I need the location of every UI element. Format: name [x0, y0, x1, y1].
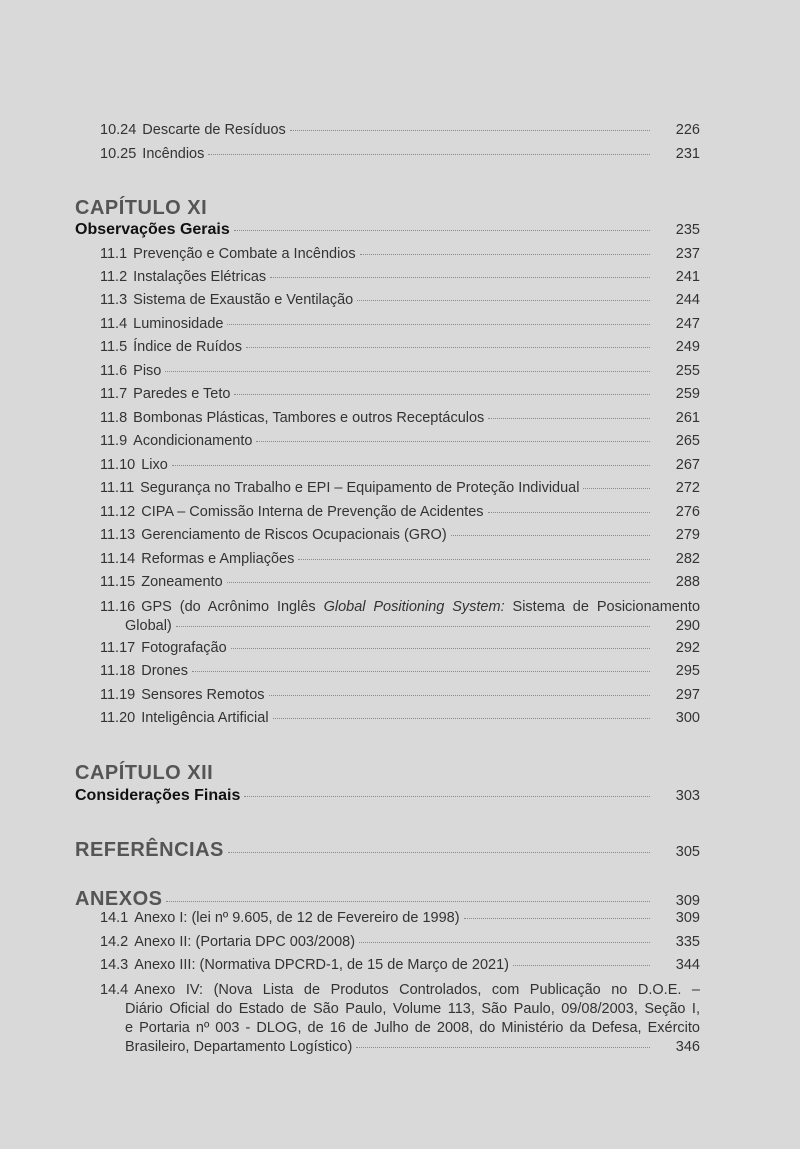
toc-entry[interactable]: [100, 957, 700, 973]
entry-number: 11.20: [100, 710, 136, 726]
entry-title: Prevenção e Combate a Incêndios: [133, 246, 356, 262]
page-number: 292: [675, 640, 700, 656]
toc-entry[interactable]: [100, 527, 700, 543]
entry-title: Índice de Ruídos: [133, 339, 242, 355]
dot-leader: [298, 559, 650, 560]
toc-entry[interactable]: [100, 574, 700, 590]
dot-leader: [176, 626, 650, 627]
entry-number: 11.6: [100, 363, 128, 379]
entry-number: 11.1: [100, 246, 128, 262]
entry-title-part: Anexo IV: (Nova Lista de Produtos Controlados, com Publicação no D.O.E. –: [134, 982, 700, 998]
dot-leader: [234, 394, 650, 395]
toc-entry[interactable]: [100, 687, 700, 703]
dot-leader: [208, 154, 650, 155]
entry-title: Sensores Remotos: [141, 687, 265, 703]
page-number: 241: [675, 269, 700, 285]
chapter-title: Considerações Finais: [75, 787, 241, 804]
entry-number: 11.12: [100, 504, 136, 520]
page-number: 282: [675, 551, 700, 567]
entry-number: 11.16: [100, 599, 136, 615]
dot-leader: [228, 852, 650, 853]
entry-title: Incêndios: [142, 146, 205, 162]
dot-leader: [231, 648, 650, 649]
entry-title: Instalações Elétricas: [133, 269, 267, 285]
entry-number: 11.8: [100, 410, 128, 426]
entry-number: 11.15: [100, 574, 136, 590]
page-number: 300: [675, 710, 700, 726]
entry-number: 10.25: [100, 146, 137, 162]
page-number: 247: [675, 316, 700, 332]
entry-title: Drones: [141, 663, 188, 679]
toc-entry[interactable]: [100, 457, 700, 473]
entry-title: Anexo III: (Normativa DPCRD-1, de 15 de Março de 2021): [134, 957, 509, 973]
toc-entry-gps[interactable]: [100, 598, 700, 636]
dot-leader: [227, 582, 650, 583]
page-number: 305: [675, 844, 700, 860]
page-number: 290: [675, 618, 700, 634]
page-number: 346: [675, 1039, 700, 1055]
entry-title: Acondicionamento: [133, 433, 253, 449]
toc-entry[interactable]: [100, 410, 700, 426]
dot-leader: [357, 300, 650, 301]
entry-title-continuation: Brasileiro, Departamento Logístico): [125, 1039, 353, 1055]
entry-number: 14.3: [100, 957, 129, 973]
entry-title: Inteligência Artificial: [141, 710, 269, 726]
entry-number: 14.4: [100, 982, 129, 998]
entry-title: Paredes e Teto: [133, 386, 231, 402]
toc-entry[interactable]: [100, 363, 700, 379]
dot-leader: [488, 418, 650, 419]
toc-entry[interactable]: [100, 551, 700, 567]
page-number: 295: [675, 663, 700, 679]
page-number: 235: [675, 222, 700, 238]
entry-number: 11.4: [100, 316, 128, 332]
dot-leader: [165, 371, 650, 372]
dot-leader: [464, 918, 650, 919]
dot-leader: [356, 1047, 650, 1048]
dot-leader: [166, 901, 650, 902]
entry-title-continuation: Global): [125, 618, 172, 634]
toc-entry[interactable]: [100, 269, 700, 285]
toc-entry[interactable]: [100, 433, 700, 449]
entry-title: Bombonas Plásticas, Tambores e outros Receptáculos: [133, 410, 485, 426]
dot-leader: [192, 671, 650, 672]
toc-entry[interactable]: [100, 292, 700, 308]
entry-title: Anexo II: (Portaria DPC 003/2008): [134, 934, 356, 950]
entry-number: 11.5: [100, 339, 128, 355]
page-number: 309: [675, 893, 700, 909]
chapter-title: Observações Gerais: [75, 221, 230, 238]
entry-title: Descarte de Resíduos: [142, 122, 286, 138]
chapter-title-entry[interactable]: [75, 221, 700, 239]
dot-leader: [360, 254, 650, 255]
entry-number: 11.2: [100, 269, 128, 285]
page-number: 309: [675, 910, 700, 926]
entry-title: Gerenciamento de Riscos Ocupacionais (GRO): [141, 527, 447, 543]
entry-number: 11.14: [100, 551, 136, 567]
page-number: 265: [675, 433, 700, 449]
page-number: 279: [675, 527, 700, 543]
dot-leader: [290, 130, 650, 131]
toc-entry[interactable]: [100, 710, 700, 726]
entry-title: CIPA – Comissão Interna de Prevenção de Acidentes: [141, 504, 484, 520]
page-number: 303: [675, 788, 700, 804]
entry-number: 11.10: [100, 457, 136, 473]
page-number: 335: [675, 934, 700, 950]
page-number: 226: [675, 122, 700, 138]
page-number: 237: [675, 246, 700, 262]
chapter-label: CAPÍTULO XII: [75, 762, 214, 784]
page-number: 297: [675, 687, 700, 703]
page-number: 267: [675, 457, 700, 473]
chapter-title-entry[interactable]: [75, 787, 700, 805]
entry-number: 14.2: [100, 934, 129, 950]
entry-title-italic: Global Positioning System:: [323, 599, 505, 615]
entry-number: 11.3: [100, 292, 128, 308]
entry-title: Sistema de Exaustão e Ventilação: [133, 292, 354, 308]
toc-entry[interactable]: [100, 480, 700, 496]
dot-leader: [244, 796, 650, 797]
page-number: 249: [675, 339, 700, 355]
section-title: ANEXOS: [75, 888, 163, 910]
entry-number: 11.18: [100, 663, 136, 679]
toc-entry[interactable]: [100, 504, 700, 520]
toc-entry[interactable]: [100, 339, 700, 355]
toc-entry[interactable]: [100, 640, 700, 656]
page-number: 255: [675, 363, 700, 379]
dot-leader: [172, 465, 650, 466]
toc-entry[interactable]: [100, 934, 700, 950]
entry-title: Fotografação: [141, 640, 227, 656]
page-number: 261: [675, 410, 700, 426]
toc-entry[interactable]: [100, 122, 700, 138]
dot-leader: [269, 695, 650, 696]
entry-title: Luminosidade: [133, 316, 224, 332]
entry-title: Segurança no Trabalho e EPI – Equipamento de Proteção Individual: [140, 480, 580, 496]
dot-leader: [359, 942, 650, 943]
dot-leader: [270, 277, 650, 278]
entry-title-part: Sistema de Posicionamento: [504, 599, 701, 615]
dot-leader: [273, 718, 650, 719]
entry-number: 11.11: [100, 480, 135, 496]
entry-number: 10.24: [100, 122, 137, 138]
dot-leader: [513, 965, 650, 966]
entry-number: 11.13: [100, 527, 136, 543]
page-number: 276: [675, 504, 700, 520]
entry-title-part: GPS (do Acrônimo Inglês: [141, 599, 324, 615]
section-title: REFERÊNCIAS: [75, 839, 224, 861]
entry-number: 11.7: [100, 386, 128, 402]
page-number: 344: [675, 957, 700, 973]
page-number: 272: [675, 480, 700, 496]
dot-leader: [583, 488, 650, 489]
dot-leader: [256, 441, 650, 442]
toc-entry[interactable]: [100, 316, 700, 332]
page-number: 231: [675, 146, 700, 162]
dot-leader: [234, 230, 650, 231]
toc-entry[interactable]: [100, 246, 700, 262]
entry-title-continuation: Diário Oficial do Estado de São Paulo, Volume 113, São Paulo, 09/08/2003, Seção I,: [125, 1001, 700, 1017]
page-number: 259: [675, 386, 700, 402]
entry-title: Zoneamento: [141, 574, 223, 590]
page-number: 244: [675, 292, 700, 308]
toc-entry-annex-iv[interactable]: [100, 981, 700, 1057]
dot-leader: [451, 535, 650, 536]
toc-entry[interactable]: [100, 910, 700, 926]
entry-title: Reformas e Ampliações: [141, 551, 295, 567]
page-number: 288: [675, 574, 700, 590]
dot-leader: [227, 324, 650, 325]
dot-leader: [488, 512, 650, 513]
references-entry[interactable]: [75, 839, 700, 862]
entry-title: Piso: [133, 363, 162, 379]
dot-leader: [246, 347, 650, 348]
entry-number: 11.9: [100, 433, 128, 449]
toc-entry[interactable]: [100, 146, 700, 162]
entry-number: 11.17: [100, 640, 136, 656]
entry-title: Anexo I: (lei nº 9.605, de 12 de Fevereiro de 1998): [134, 910, 460, 926]
toc-entry[interactable]: [100, 386, 700, 402]
entry-number: 11.19: [100, 687, 136, 703]
annexes-entry[interactable]: [75, 888, 700, 911]
entry-title-continuation: e Portaria nº 003 - DLOG, de 16 de Julho de 2008, do Ministério da Defesa, Exército: [125, 1020, 700, 1036]
chapter-label: CAPÍTULO XI: [75, 197, 208, 219]
entry-number: 14.1: [100, 910, 129, 926]
entry-title: Lixo: [141, 457, 168, 473]
toc-entry[interactable]: [100, 663, 700, 679]
